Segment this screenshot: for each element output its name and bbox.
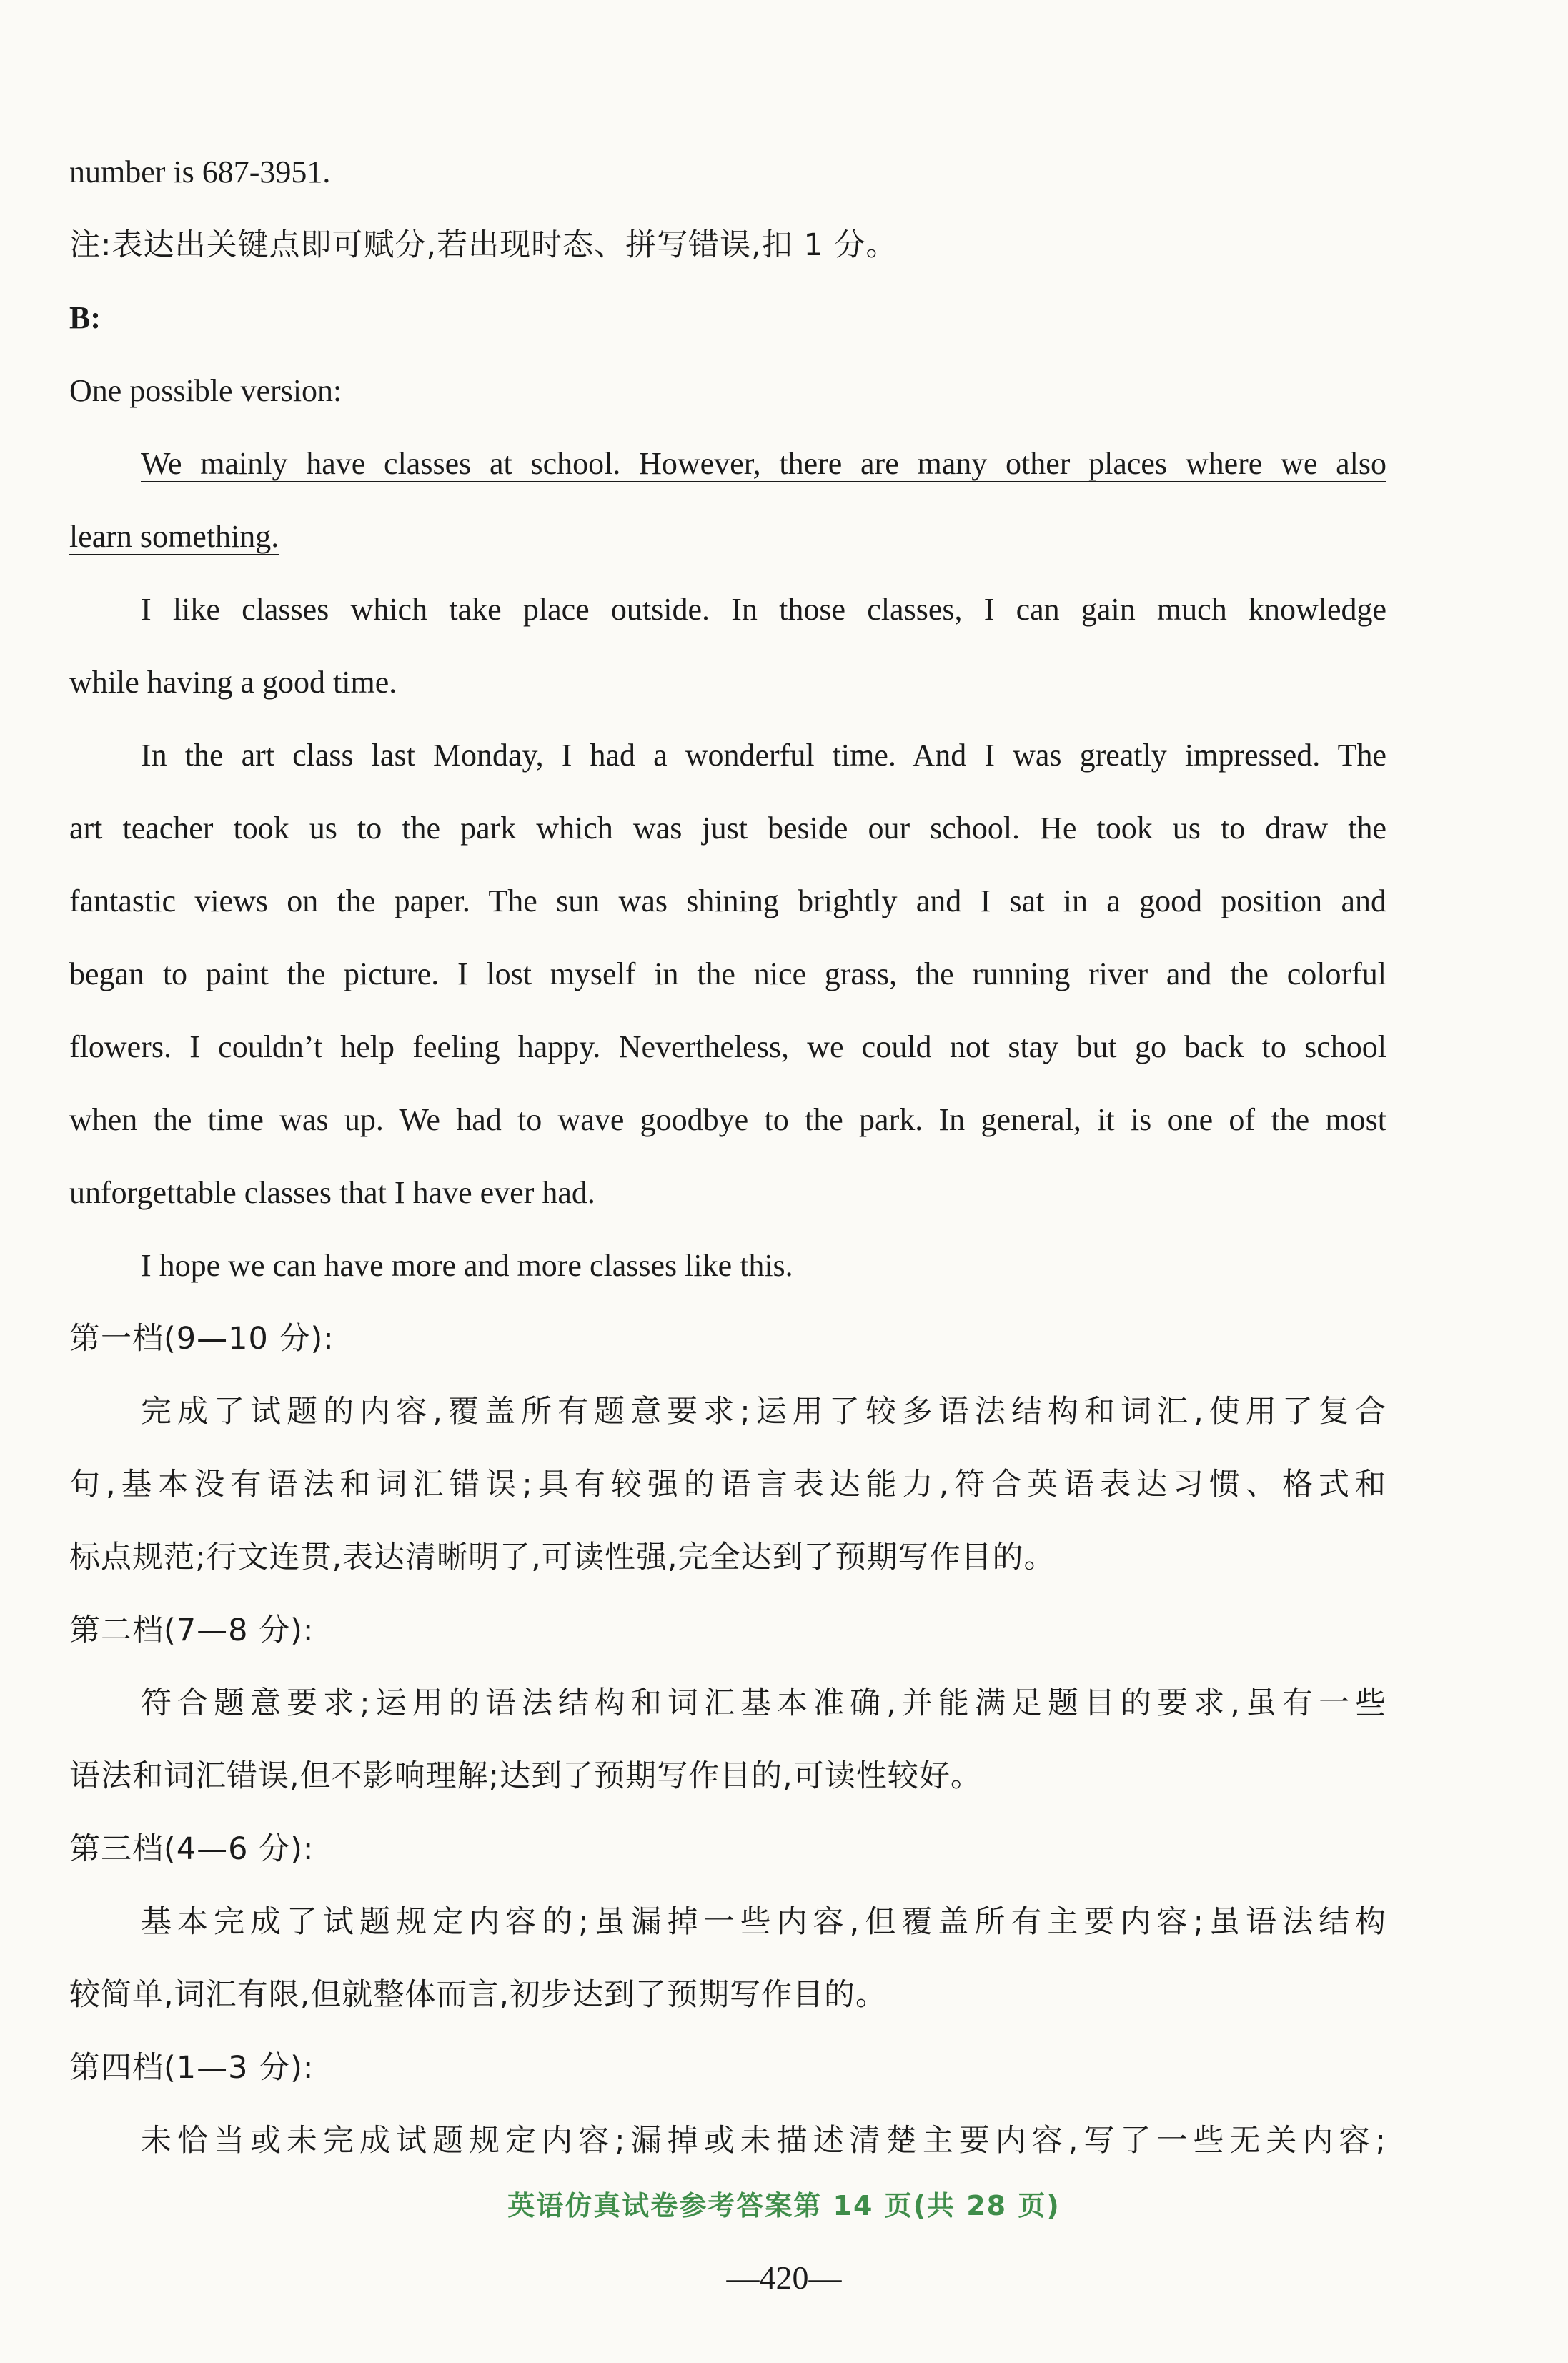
text-line: In the art class last Monday, I had a wonderful time. And I was greatly impressed. The [141, 738, 1386, 773]
text-line: I hope we can have more and more classes like this. [141, 1248, 793, 1283]
grade-heading-2: 第二档(7—8 分): [69, 1613, 314, 1648]
text-line: while having a good time. [69, 665, 397, 700]
text-line [69, 427, 1386, 500]
text-line: 符合题意要求;运用的语法结构和词汇基本准确,并能满足题目的要求,虽有一些 [141, 1685, 1386, 1721]
text-line: 句,基本没有语法和词汇错误;具有较强的语言表达能力,符合英语表达习惯、格式和 [69, 1467, 1386, 1502]
scoring-note: 注:表达出关键点即可赋分,若出现时态、拼写错误,扣 1 分。 [69, 227, 898, 263]
grade-heading-3: 第三档(4—6 分): [69, 1831, 314, 1867]
text-line: flowers. I couldn’t help feeling happy. Nevertheless, we could not stay but go back to school [69, 1029, 1386, 1064]
text-line: I like classes which take place outside. In those classes, I can gain much knowledge [141, 592, 1386, 627]
footer-title: 英语仿真试卷参考答案第 14 页(共 28 页) [507, 2190, 1061, 2221]
grade-heading-1: 第一档(9—10 分): [69, 1321, 334, 1357]
text-line: number is 687-3951. [69, 154, 331, 189]
text-line: 完成了试题的内容,覆盖所有题意要求;运用了较多语法结构和词汇,使用了复合 [141, 1394, 1386, 1430]
text-line: began to paint the picture. I lost myself in the nice grass, the running river and the colorful [69, 956, 1386, 991]
text-line: 语法和词汇错误,但不影响理解;达到了预期写作目的,可读性较好。 [69, 1758, 982, 1794]
text-line: 未恰当或未完成试题规定内容;漏掉或未描述清楚主要内容,写了一些无关内容; [141, 2123, 1386, 2159]
text-line: when the time was up. We had to wave goodbye to the park. In general, it is one of the most [69, 1102, 1386, 1137]
text-line: art teacher took us to the park which was just beside our school. He took us to draw the [69, 811, 1386, 846]
document-body [69, 136, 1386, 2177]
section-heading-b: B: [69, 300, 101, 335]
underlined-sentence-part: learn something. [69, 519, 279, 554]
page-number: —420— [726, 2259, 842, 2296]
text-line: 基本完成了试题规定内容的;虽漏掉一些内容,但覆盖所有主要内容;虽语法结构 [141, 1904, 1386, 1940]
text-line: 较简单,词汇有限,但就整体而言,初步达到了预期写作目的。 [69, 1977, 888, 2013]
text-line [69, 500, 1386, 573]
text-line: fantastic views on the paper. The sun was shining brightly and I sat in a good position and [69, 883, 1386, 918]
grade-heading-4: 第四档(1—3 分): [69, 2050, 314, 2086]
version-label: One possible version: [69, 373, 342, 408]
underlined-sentence-part: We mainly have classes at school. However, there are many other places where we also [141, 446, 1386, 481]
text-line: unforgettable classes that I have ever had. [69, 1175, 595, 1210]
text-line: 标点规范;行文连贯,表达清晰明了,可读性强,完全达到了预期写作目的。 [69, 1540, 1056, 1575]
